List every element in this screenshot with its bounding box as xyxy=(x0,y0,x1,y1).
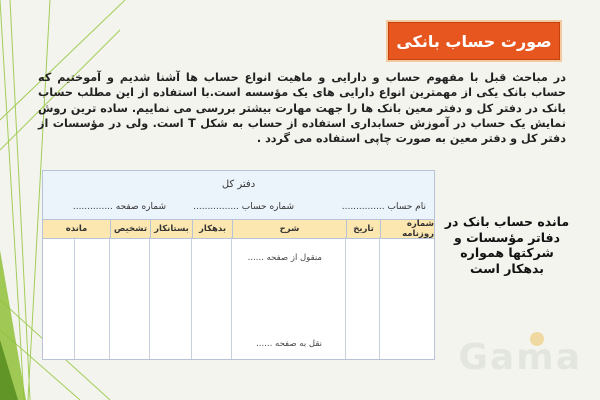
grid-line xyxy=(149,237,150,359)
column-date: تاریخ xyxy=(346,220,380,238)
page-number-field: شماره صفحه .............. xyxy=(72,202,166,212)
grid-line xyxy=(74,237,75,359)
column-debit: بدهکار xyxy=(192,220,232,238)
side-note: مانده حساب بانک در دفاتر مؤسسات و شرکتها همواره بدهکار است xyxy=(444,214,570,276)
carried-from-row: منقول از صفحه ...... xyxy=(247,253,322,263)
watermark-logo: Gama xyxy=(458,337,582,378)
grid-line xyxy=(109,237,110,359)
grid-line xyxy=(379,237,380,359)
slide-title xyxy=(386,20,562,62)
carried-to-row: نقل به صفحه ...... xyxy=(256,339,322,349)
account-name-field: نام حساب ............... xyxy=(341,202,426,212)
grid-line xyxy=(345,237,346,359)
account-number-field: شماره حساب ................ xyxy=(193,202,294,212)
column-balance: مانده xyxy=(65,224,88,234)
ledger-column-headers xyxy=(43,219,434,239)
ledger-header xyxy=(43,171,434,219)
grid-line xyxy=(231,237,232,359)
grid-line xyxy=(191,237,192,359)
column-journal-number: شماره روزنامه xyxy=(380,220,434,238)
column-balance-type: تشخیص xyxy=(110,220,150,238)
slide-title-text: صورت حساب بانکی xyxy=(396,31,552,51)
ledger-title: دفتر کل xyxy=(221,179,256,190)
intro-paragraph: در مباحث قبل با مفهوم حساب و دارایی و ماهیت انواع حساب ها آشنا شدیم و آموختیم که حساب بانک یکی از مهمترین انواع دارایی های یک مؤسسه است.با استفاده از این مطلب حساب بانک در دفتر کل و دفتر معین بانک ها را جهت مهارت بیشتر بررسی می نماییم. ساده ترین روش نمایش یک حساب در آموزش حسابداری استفاده از حساب به شکل T است. ولی در مؤسسات از دفتر کل و دفتر معین به صورت چاپی استفاده می گردد . xyxy=(38,71,566,146)
column-credit: بستانکار xyxy=(150,220,192,238)
general-ledger-form xyxy=(42,170,435,360)
column-description: شرح xyxy=(232,220,346,238)
